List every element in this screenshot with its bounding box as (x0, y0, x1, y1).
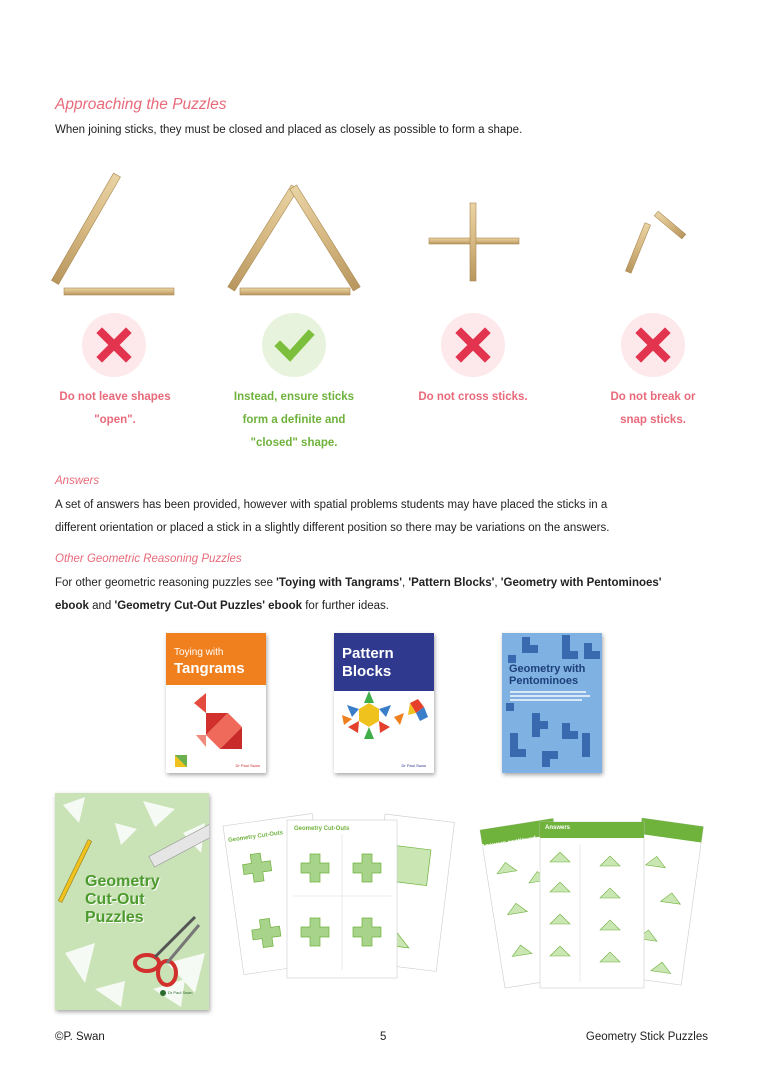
cross-icon (621, 313, 685, 377)
sheet-title-center: Geometry Cut-Outs (294, 826, 350, 832)
intro-text: When joining sticks, they must be closed and placed as closely as possible to form a shape. (55, 124, 523, 136)
caption-break: Do not break or snap sticks. (610, 391, 696, 426)
answers-line-2: different orientation or placed a stick in a slightly different position so there may be variations on the answers. (55, 522, 610, 534)
pentomino-shapes-icon (502, 633, 602, 773)
book-pattern-blocks[interactable] (334, 633, 434, 773)
tangram-bird-icon (166, 685, 266, 773)
footer-title: Geometry Stick Puzzles (585, 1031, 708, 1043)
pattern-banner (334, 633, 434, 691)
caption-open: Do not leave shapes "open". (59, 391, 171, 426)
cross-icon (441, 313, 505, 377)
other-title: Other Geometric Reasoning Puzzles (55, 553, 242, 565)
sheet-title-left: Geometry Cut-Outs (227, 830, 284, 844)
wrong-badge (82, 313, 146, 377)
pattern-author: Dr Paul Swan (401, 763, 426, 768)
caption-closed: Instead, ensure sticks form a definite and "closed" shape. (233, 391, 355, 449)
pattern-title-2: Blocks (342, 663, 392, 680)
cutout-title-1: Geometry (85, 873, 160, 890)
wrong-badge (441, 313, 505, 377)
answers-title: Answers (55, 475, 100, 487)
pentominoes-title-2: Pentominoes (509, 675, 579, 687)
tangrams-banner (166, 633, 266, 685)
correct-badge (262, 313, 326, 377)
cutout-author: Dr Paul Swan (168, 990, 193, 995)
cutout-title-3: Puzzles (85, 909, 144, 926)
answer-sheets (472, 806, 712, 1000)
other-line-2: ebook and 'Geometry Cut-Out Puzzles' ebook for further ideas. (55, 600, 389, 612)
crossed-sticks (429, 203, 519, 281)
tangrams-author: Dr Paul Swan (235, 763, 260, 768)
pattern-title-1: Pattern (342, 645, 394, 662)
other-line-1: For other geometric reasoning puzzles see 'Toying with Tangrams', 'Pattern Blocks', 'Geometry with Pentominoes' (55, 577, 662, 589)
answers-sheet-title-center: Answers (545, 825, 571, 831)
tangrams-title-1: Toying with (174, 647, 224, 658)
pentominoes-title-1: Geometry with (509, 663, 586, 675)
broken-stick (625, 211, 685, 273)
caption-cross: Do not cross sticks. (418, 391, 528, 403)
open-shape-sticks (52, 173, 174, 295)
section-title: Approaching the Puzzles (55, 96, 227, 113)
closed-triangle-sticks (228, 185, 360, 295)
book-tangrams[interactable] (166, 633, 266, 773)
book-cutout-puzzles[interactable] (55, 793, 209, 1010)
cross-icon (82, 313, 146, 377)
stick-illustrations (0, 170, 768, 310)
answers-sheet-title-left: Answers continued (480, 835, 537, 851)
check-icon (262, 313, 326, 377)
wrong-badge (621, 313, 685, 377)
cutout-title-2: Cut-Out (85, 891, 145, 908)
footer-copyright: ©P. Swan (55, 1031, 105, 1043)
tangrams-title-2: Tangrams (174, 660, 245, 677)
answers-line-1: A set of answers has been provided, however with spatial problems students may have placed the sticks in a (55, 499, 608, 511)
book-pentominoes[interactable] (502, 633, 602, 773)
pattern-blocks-icon (334, 691, 434, 773)
page-number: 5 (380, 1031, 387, 1043)
